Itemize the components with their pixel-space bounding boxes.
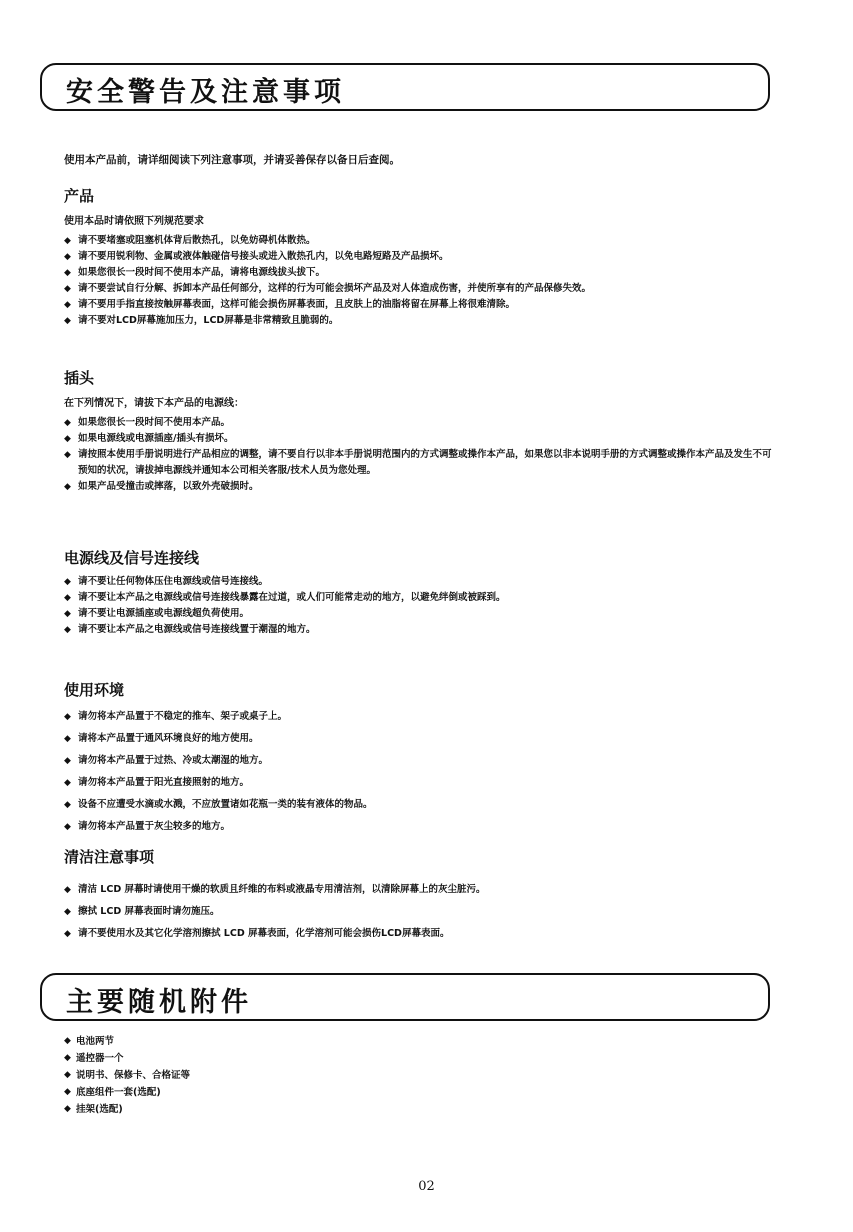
list-item: ◆ 请勿将本产品置于不稳定的推车、架子或桌子上。: [64, 706, 794, 728]
bullet-icon: ◆: [64, 1104, 71, 1114]
list-environment: [64, 706, 794, 838]
bullet-icon: ◆: [64, 577, 71, 587]
heading-power-cable: 电源线及信号连接线: [64, 549, 200, 567]
bullet-icon: ◆: [64, 1036, 71, 1046]
subheading-plug: 在下列情况下，请拔下本产品的电源线：: [64, 398, 244, 409]
section-cleaning: [64, 846, 794, 945]
list-item: ◆ 如果电源线或电源插座/插头有损坏。: [64, 431, 794, 447]
banner-title-accessories: 主要随机附件: [66, 987, 252, 1018]
bullet-icon: ◆: [64, 268, 71, 278]
list-power-cable: [64, 574, 794, 638]
list-item: ◆ 请不要用锐利物、金属或液体触碰信号接头或进入散热孔内，以免电路短路及产品损坏。: [64, 249, 794, 265]
bullet-icon: ◆: [64, 756, 71, 766]
list-item: ◆ 请不要尝试自行分解、拆卸本产品任何部分，这样的行为可能会损坏产品及对人体造成伤害，并使所享有的产品保修失效。: [64, 281, 794, 297]
bullet-icon: ◆: [64, 300, 71, 310]
bullet-icon: ◆: [64, 734, 71, 744]
bullet-icon: ◆: [64, 778, 71, 788]
bullet-icon: ◆: [64, 929, 71, 939]
bullet-icon: ◆: [64, 418, 71, 428]
list-item: ◆ 遥控器一个: [64, 1050, 794, 1067]
page-number: 02: [418, 1179, 435, 1194]
list-cleaning: [64, 879, 794, 945]
bullet-icon: ◆: [64, 822, 71, 832]
list-item: ◆ 请勿将本产品置于过热、冷或太潮湿的地方。: [64, 750, 794, 772]
list-item: ◆ 请不要让任何物体压住电源线或信号连接线。: [64, 574, 794, 590]
list-item: ◆ 清洁 LCD 屏幕时请使用干燥的软质且纤维的布料或液晶专用清洁剂，以清除屏幕上的灰尘脏污。: [64, 879, 794, 901]
list-item: ◆ 说明书、保修卡、合格证等: [64, 1067, 794, 1084]
bullet-icon: ◆: [64, 1087, 71, 1097]
list-item: ◆ 请不要用手指直接按触屏幕表面，这样可能会损伤屏幕表面，且皮肤上的油脂将留在屏幕上将很难清除。: [64, 297, 794, 313]
list-item: ◆ 请按照本使用手册说明进行产品相应的调整，请不要自行以非本手册说明范围内的方式调整或操作本产品，如果您以非本说明手册的方式调整或操作本产品及发生不可预知的状况，请拔掉电源线并通知本公司相关客服/技术人员为您处理。: [64, 449, 772, 476]
bullet-icon: ◆: [64, 609, 71, 619]
bullet-icon: ◆: [64, 284, 71, 294]
bullet-icon: ◆: [64, 252, 71, 262]
bullet-icon: ◆: [64, 316, 71, 326]
heading-environment: 使用环境: [64, 681, 125, 699]
heading-plug: 插头: [64, 369, 95, 387]
section-environment: [64, 679, 794, 838]
bullet-icon: ◆: [64, 907, 71, 917]
section-power-cable: [64, 547, 794, 638]
list-accessories: [64, 1033, 794, 1118]
list-item: ◆ 如果您很长一段时间不使用本产品，请将电源线拔头拔下。: [64, 265, 794, 281]
list-item: ◆ 如果产品受撞击或摔落，以致外壳破损时。: [64, 479, 794, 495]
bullet-icon: ◆: [64, 236, 71, 246]
list-item: ◆ 如果您很长一段时间不使用本产品。: [64, 415, 794, 431]
list-item: ◆ 请不要堵塞或阻塞机体背后散热孔，以免妨碍机体散热。: [64, 233, 794, 249]
subheading-product: 使用本品时请依照下列规范要求: [64, 216, 204, 227]
bullet-icon: ◆: [64, 712, 71, 722]
section-banner-accessories: [40, 973, 770, 1021]
list-item: ◆ 请不要使用水及其它化学溶剂擦拭 LCD 屏幕表面，化学溶剂可能会损伤LCD屏幕表面。: [64, 923, 794, 945]
section-accessories: [64, 1033, 794, 1118]
bullet-icon: ◆: [64, 1053, 71, 1063]
list-item: ◆ 请不要让本产品之电源线或信号连接线暴露在过道，或人们可能常走动的地方，以避免绊倒或被踩到。: [64, 590, 794, 606]
list-item: ◆ 挂架(选配): [64, 1101, 794, 1118]
bullet-icon: ◆: [64, 593, 71, 603]
section-banner-safety: [40, 63, 770, 111]
list-plug: [64, 415, 794, 495]
bullet-icon: ◆: [64, 625, 71, 635]
section-product: [64, 185, 794, 329]
bullet-icon: ◆: [64, 800, 71, 810]
heading-product: 产品: [64, 187, 95, 205]
bullet-icon: ◆: [64, 450, 71, 460]
list-item: ◆ 设备不应遭受水滴或水溅，不应放置诸如花瓶一类的装有液体的物品。: [64, 794, 794, 816]
list-item: ◆ 请不要让本产品之电源线或信号连接线置于潮湿的地方。: [64, 622, 794, 638]
list-item: ◆ 请勿将本产品置于阳光直接照射的地方。: [64, 772, 794, 794]
list-item: ◆ 请将本产品置于通风环境良好的地方使用。: [64, 728, 794, 750]
banner-title-safety: 安全警告及注意事项: [66, 77, 345, 108]
list-item: ◆ 请不要让电源插座或电源线超负荷使用。: [64, 606, 794, 622]
intro-text: 使用本产品前，请详细阅读下列注意事项，并请妥善保存以备日后查阅。: [64, 154, 400, 166]
heading-cleaning: 清洁注意事项: [64, 848, 155, 866]
bullet-icon: ◆: [64, 482, 71, 492]
list-item: ◆ 请不要对LCD屏幕施加压力，LCD屏幕是非常精致且脆弱的。: [64, 313, 794, 329]
bullet-icon: ◆: [64, 885, 71, 895]
intro-block: [64, 152, 794, 167]
list-product: [64, 233, 794, 329]
bullet-icon: ◆: [64, 434, 71, 444]
section-plug: [64, 367, 794, 495]
bullet-icon: ◆: [64, 1070, 71, 1080]
list-item: ◆ 请勿将本产品置于灰尘较多的地方。: [64, 816, 794, 838]
list-item: ◆ 擦拭 LCD 屏幕表面时请勿施压。: [64, 901, 794, 923]
list-item: ◆ 底座组件一套(选配): [64, 1084, 794, 1101]
list-item: ◆ 电池两节: [64, 1033, 794, 1050]
